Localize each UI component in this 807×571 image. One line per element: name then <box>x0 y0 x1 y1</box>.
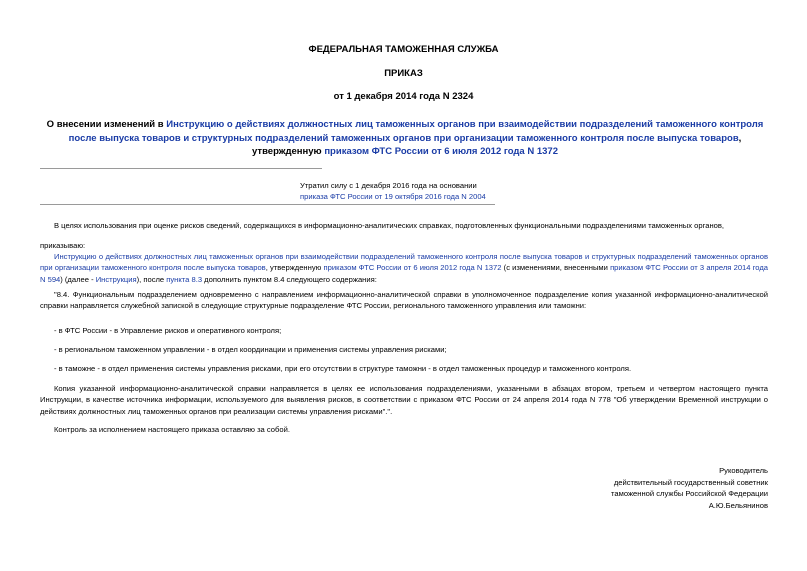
signatory-name: А.Ю.Бельянинов <box>708 500 768 510</box>
signatory-rank: таможенной службы Российской Федерации <box>610 489 768 498</box>
signature-block <box>611 465 768 511</box>
document-type: ПРИКАЗ <box>384 68 423 79</box>
list-item: - в региональном таможенном управлении - в отдел координации и применения системы управления рисками; <box>54 345 447 354</box>
document-title <box>40 118 770 159</box>
status-text: Утратил силу с 1 декабря 2016 года на основании <box>300 181 477 190</box>
link-order-1372[interactable]: приказом ФТС России от 6 июля 2012 года N 1372 <box>323 263 502 273</box>
main-text: (с изменениями, внесенными <box>501 263 611 273</box>
list-item: - в ФТС России - в Управление рисков и оперативного контроля; <box>54 326 282 335</box>
document-date-number: от 1 декабря 2014 года N 2324 <box>333 91 474 102</box>
paragraph-main <box>40 251 768 285</box>
title-text: , утвержденную <box>252 132 742 157</box>
divider <box>40 204 495 205</box>
link-instruction-short[interactable]: Инструкция <box>95 274 137 284</box>
signatory-rank: действительный государственный советник <box>613 477 768 487</box>
main-text: ), после <box>136 274 167 284</box>
status-note <box>300 180 520 202</box>
agency-name: ФЕДЕРАЛЬНАЯ ТАМОЖЕННАЯ СЛУЖБА <box>308 44 499 55</box>
divider <box>40 168 322 169</box>
status-link-order-2004[interactable]: приказа ФТС России от 19 октября 2016 года N 2004 <box>300 192 486 201</box>
signatory-role: Руководитель <box>719 466 768 475</box>
main-text: , утвержденную <box>265 263 324 273</box>
paragraph-copy: Копия указанной информационно-аналитической справки направляется в целях ее использования подразделениями, указанными в абзацах втором, третьем и четвертом настоящего пункта Инструкции, в качестве источника информации, используемого для выявления рисков, в соответствии с приказом ФТС России от 24 апреля 2014 года N 778 "Об утверждении Временной инструкции о действиях должностных лиц таможенных органов при реализации системы управления рисками".". <box>40 384 768 416</box>
main-text: ) (далее - <box>60 274 96 284</box>
title-link-order-1372[interactable]: приказом ФТС России от 6 июля 2012 года N 1372 <box>324 146 558 157</box>
link-order-594[interactable]: приказом ФТС России от 3 апреля 2014 года N 594 <box>40 263 769 284</box>
paragraph-order-word: приказываю: <box>40 241 86 250</box>
title-link-instruction[interactable]: Инструкцию о действиях должностных лиц таможенных органов при взаимодействии подразделений таможенного контроля после выпуска товаров и структурных подразделений таможенных органов при организации таможенного контроля после выпуска товаров <box>68 119 764 144</box>
main-text: дополнить пунктом 8.4 следующего содержания: <box>202 274 377 284</box>
paragraph-quote: "8.4. Функциональным подразделением одновременно с направлением информационно-аналитической справки в уполномоченное подразделение копия указанной информационно-аналитической справки направляется служебной запиской в следующие структурные подразделение ФТС России, регионального таможенного управления или таможни: <box>40 290 768 311</box>
link-point-8-3[interactable]: пункта 8.3 <box>166 274 203 284</box>
list-item: - в таможне - в отдел применения системы управления рисками, при его отсутствии в структуре таможни - в отдел таможенных процедур и таможенного контроля. <box>54 364 632 373</box>
paragraph-purpose: В целях использования при оценке рисков сведений, содержащихся в информационно-аналитических справках, подготовленных функциональными подразделениями таможенных органов, <box>54 221 725 230</box>
link-instruction[interactable]: Инструкцию о действиях должностных лиц таможенных органов при взаимодействии подразделений таможенного контроля после выпуска товаров и структурных подразделений таможенных органов при организации таможенного контроля после выпуска товаров <box>40 252 768 273</box>
title-text: О внесении изменений в <box>46 119 167 130</box>
paragraph-control: Контроль за исполнением настоящего приказа оставляю за собой. <box>54 425 290 434</box>
